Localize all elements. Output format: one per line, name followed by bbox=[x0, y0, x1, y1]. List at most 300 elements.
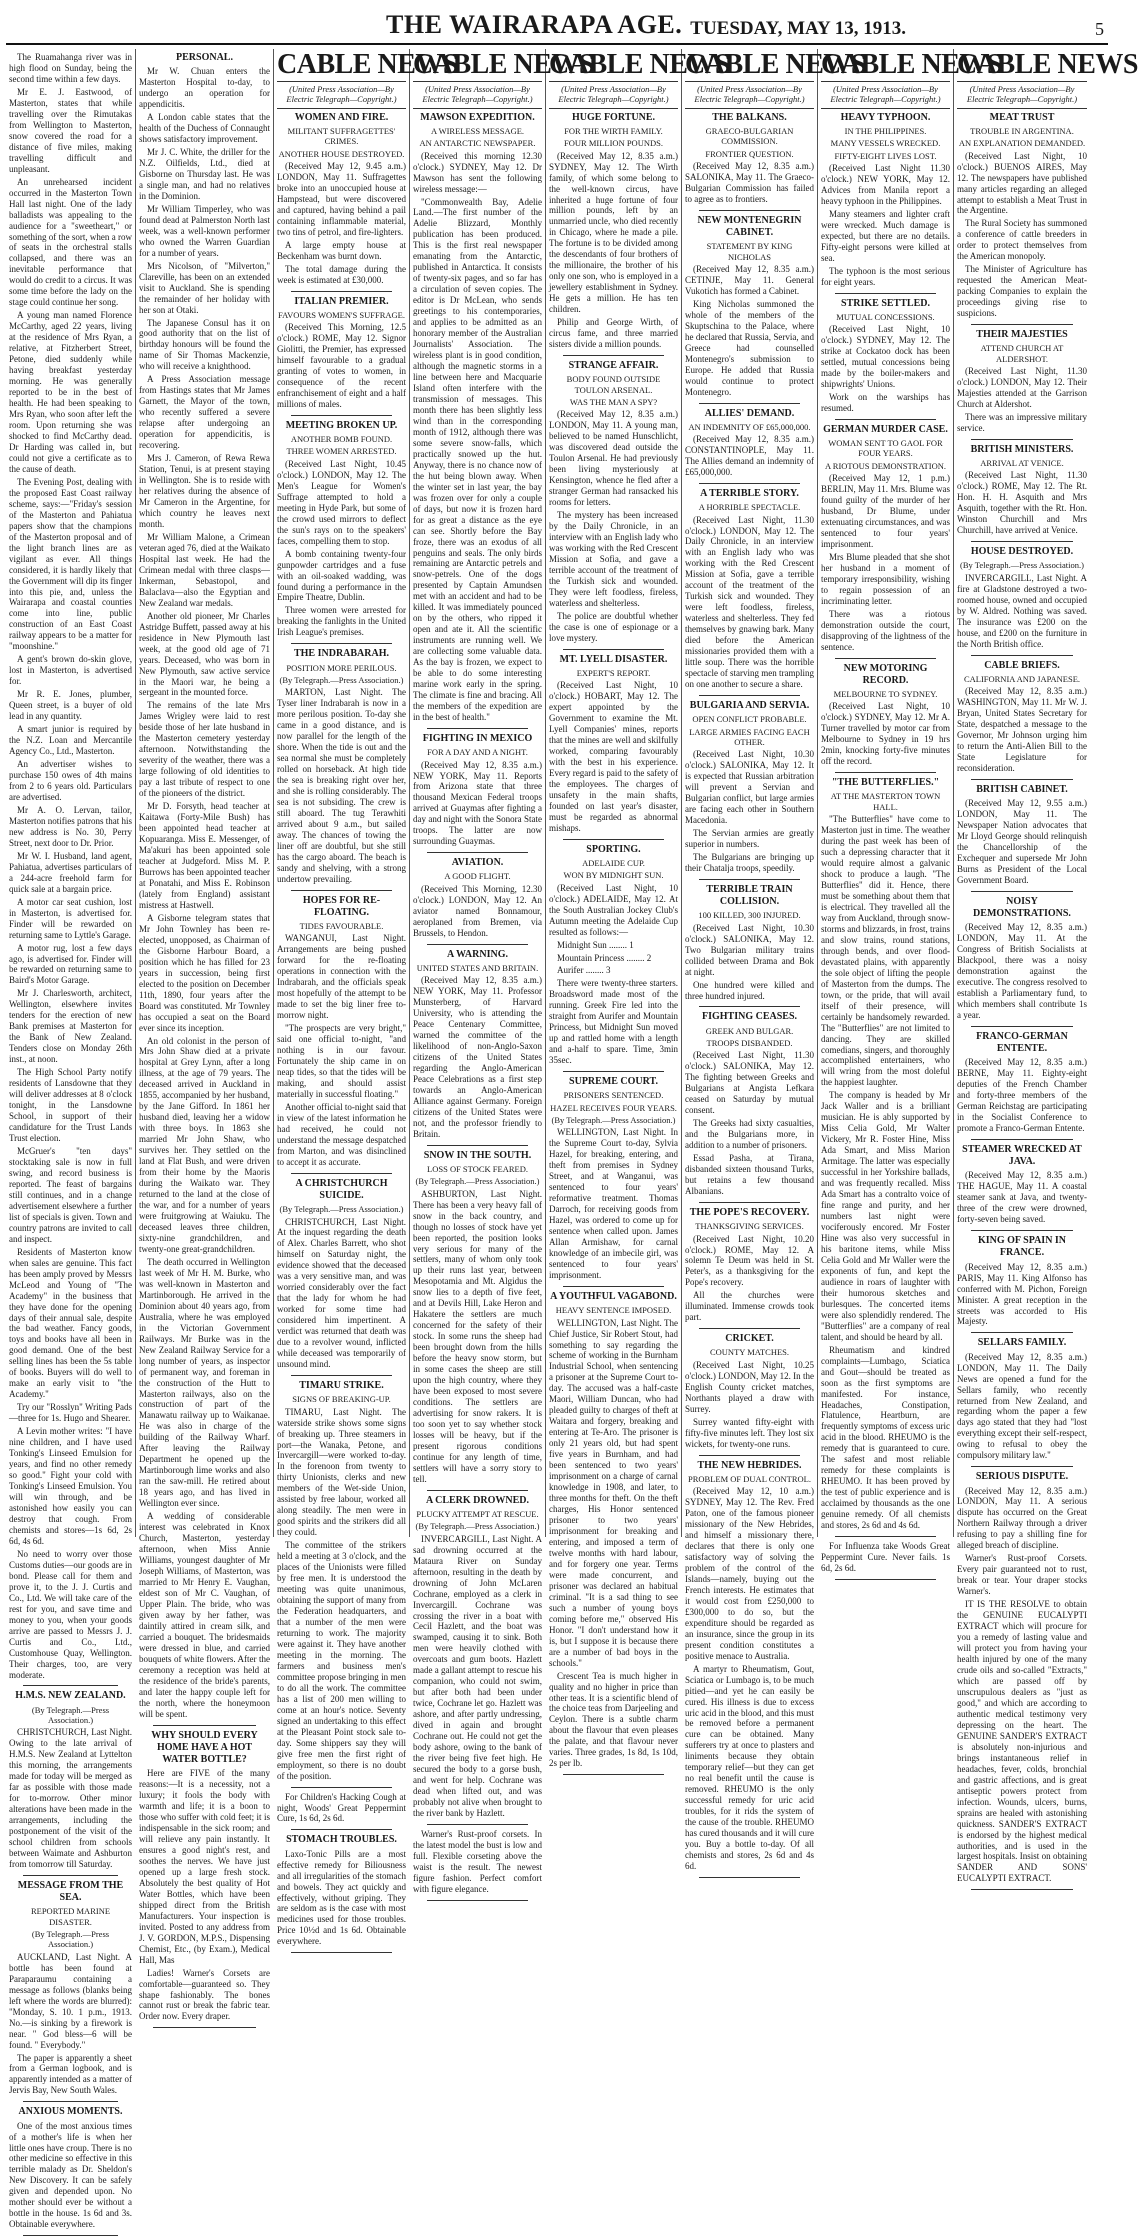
article-body bbox=[957, 1262, 1087, 1328]
article bbox=[139, 1730, 270, 2023]
article-paragraph: (Received May 12, 8.35 a.m.) LONDON, May 11. The Daily News are opened a fund for the Sellars family, who recently returned from New Zealand, and regarding whom the paper a few days ago stated that they had "lost everything except their self-respect, owing to refusal to obey the compulsory military law." bbox=[957, 1351, 1087, 1461]
column-rule bbox=[699, 210, 800, 211]
article bbox=[957, 546, 1087, 649]
article-paragraph: (Received Last Night, 10.20 o'clock.) ROME, May 12. A solemn Te Deum was held in St. Peter's, as a thanksgiving for the Pope's recovery. bbox=[685, 1233, 814, 1288]
article bbox=[685, 1333, 814, 1449]
article bbox=[957, 784, 1087, 886]
article-paragraph: IT IS THE RESOLVE to obtain the GENUINE EUCALYPTI EXTRACT which will procure for you a remedy of lasting value and will protect you from having your health injured by one of the many crude oils and so-called "Extracts," which are passed off by unscrupulous dealers as "just as good," and which are according to authentic medical testimony very depressing on the heart. The GENUINE SANDER'S EXTRACT is absolutely non-injurious and brings instantaneous relief in headaches, fever, colds, bronchial and gastric affections, and is great antiseptic powers protect from infection. Wounds, ulcers, burns, sprains are healed with astonishing quickness. SANDER'S EXTRACT is endorsed by the highest medical authorities, and is used in the largest hospitals. Insist on obtaining SANDER AND SONS' EUCALYPTI EXTRACT. bbox=[957, 1599, 1087, 1884]
column-rule bbox=[699, 403, 800, 404]
article-headline: HUGE FORTUNE. bbox=[572, 111, 655, 123]
article-paragraph: (Received Last Night, 10.30 o'clock.) SALONIKA, May 12. It is expected that Russian arbitration will prevent a Servian and Bulgarian conflict, but large armies are facing each other in Southern Macedonia. bbox=[685, 749, 814, 826]
article-subhead: A HORRIBLE SPECTACLE. bbox=[698, 502, 801, 513]
article-paragraph: INVERCARGILL, Last Night. A sad drowning occurred at the Mataura River on Sunday afternoon, resulting in the death by drowning of John McLaren Cochrane, employed as a clerk in Invercargill. Cochrane was crossing the river in a boat with Cecil Hazlett, and the boat was swamped, causing it to sink. Both men were heavily clothed with overcoats and gum boots. Hazlett made a gallant attempt to rescue his companion, who could not swim, but after both had been under twice, Cochrane let go. Hazlett was ashore, and after partly undressing, dived in again and brought Cochrane out. He could not get the body ashore, owing to the bank of the river being five feet high. He secured the body to a gorse bush, and went for help. Cochrane was dead when lifted out, and was probably not alive when brought to the river bank by Hazlett. bbox=[413, 1533, 542, 1818]
article-headline: SPORTING. bbox=[586, 843, 641, 855]
article-subhead: TROUBLE IN ARGENTINA. bbox=[970, 125, 1074, 136]
article-paragraph: Mr J. C. White, the driller for the N.Z. Oilfields, Ltd., died at Gisborne on Thursday last. He was a single man, and had no relatives in the Dominion. bbox=[139, 146, 270, 201]
article-body bbox=[957, 922, 1087, 1021]
article-body bbox=[549, 680, 678, 834]
article bbox=[413, 1829, 542, 1895]
article-subhead: (By Telegraph.—Press Association.) bbox=[31, 1704, 110, 1726]
article-subhead: A GOOD FLIGHT. bbox=[444, 871, 511, 882]
article bbox=[957, 112, 1087, 319]
article-paragraph: Mr W. I. Husband, land agent, Pahiatua, advertises particulars of a 244-acre freehold farm for quick sale at a bargain price. bbox=[9, 850, 132, 894]
article-subhead: ANOTHER HOUSE DESTROYED. bbox=[278, 148, 405, 159]
article-subhead: A WIRELESS MESSAGE. bbox=[430, 125, 525, 136]
article-headline: "THE BUTTERFLIES." bbox=[831, 777, 940, 789]
article-subhead: PRISONERS SENTENCED. bbox=[563, 1090, 664, 1101]
column bbox=[6, 49, 136, 2230]
column-rule bbox=[971, 1230, 1073, 1231]
article-subhead: MELBOURNE TO SYDNEY. bbox=[833, 689, 938, 700]
article-headline: BRITISH MINISTERS. bbox=[970, 443, 1074, 455]
article-headline: BULGARIA AND SERVIA. bbox=[689, 700, 810, 712]
cable-news-heading: CABLE NEWS bbox=[821, 49, 1002, 80]
article-paragraph: There were twenty-three starters. Broadsword made most of the running. Greek Fire led into the straight from Aurifer and Mountain Princess, but Midnight Sun moved up and rattled home with a length and a-half to spare. Time, 3min 35sec. bbox=[549, 978, 678, 1066]
column-rule bbox=[971, 541, 1073, 542]
article-paragraph: (Received May 12, 8.35 a.m.) CETINJE, May 11. General Vukotich has formed a Cabinet. bbox=[685, 263, 814, 296]
column-rule bbox=[291, 643, 392, 644]
article-paragraph: Mrs Blume pleaded that she shot her husband in a moment of temporary irresponsibility, wishing to regain possession of an incriminating letter. bbox=[821, 551, 950, 606]
article-subhead: (By Telegraph.—Press Association.) bbox=[415, 1521, 540, 1532]
article-subhead: A RIOTOUS DEMONSTRATION. bbox=[825, 460, 946, 471]
article-headline: SERIOUS DISPUTE. bbox=[975, 1471, 1069, 1483]
article bbox=[9, 1690, 132, 1870]
article bbox=[685, 408, 814, 478]
article-paragraph: The Minister of Agriculture has requested the American Meat-packing Companies to explain the proceedings giving rise to suspicions. bbox=[957, 264, 1087, 319]
article-headline: H.M.S. NEW ZEALAND. bbox=[15, 1690, 126, 1702]
article-body bbox=[685, 1360, 814, 1450]
cable-credit: (United Press Association—By Electric Telegraph—Copyright.) bbox=[413, 82, 542, 109]
article-paragraph: Residents of Masterton know when sales are genuine. This fact has been amply proved by Messrs McLeod and Young of "The Academy" in the business that they have done for the opening days of their annual sale, despite the bad weather. Fancy goods, toys and books have all been in good demand. One of the best selling lines has been the 5s table of books. Buyers will do well to make an early visit to "the Academy." bbox=[9, 1246, 132, 1400]
article-headline: MAWSON EXPEDITION. bbox=[420, 111, 535, 123]
column-rule bbox=[23, 1685, 118, 1686]
article-paragraph: (Received May 12, 8.35 a.m.) NEW YORK, May 11. Professor Munsterberg, of Harvard University, who is attending the Peace Centenary Committee, warned the committee of the likelihood of non-Anglo-Saxon citizens of the United States regarding the Anglo-American Peace Celebrations as a first step towards an Anglo-American Alliance against Germany. Foreign citizens of the United States were not, and the professor friendly to Britain. bbox=[413, 975, 542, 1139]
article-paragraph: Aurifer ........ 3 bbox=[557, 965, 611, 976]
column-rule bbox=[427, 1824, 528, 1825]
cable-credit: (United Press Association—By Electric Telegraph—Copyright.) bbox=[549, 82, 678, 109]
article-paragraph: Philip and George Wirth, of circus fame, and three married sisters divide a million pounds. bbox=[549, 317, 678, 350]
column-rule bbox=[699, 879, 800, 880]
article-headline: A CLERK DROWNED. bbox=[425, 1494, 530, 1506]
article-paragraph: INVERCARGILL, Last Night. A fire at Gladstone destroyed a two-roomed house, owned and occupied by W. Aldred. Nothing was saved. The insurance was £200 on the house, and £200 on the furniture in the North British office. bbox=[957, 572, 1087, 649]
article-subhead: FOR A DAY AND A NIGHT. bbox=[427, 747, 528, 758]
article-paragraph: (Received Last Night, 10 o'clock.) SYDNEY, May 12. Mr A. Turner travelled by motor car from Melbourne to Sydney in 19 hrs 2min, knocking forty-five minutes off the record. bbox=[821, 701, 950, 767]
article-paragraph: (Received Last Night, 10 o'clock.) HOBART, May 12. The expert appointed by the Government to examine the Mt. Lyell Companies' mines, reports that the mines are well and skilfully worked, comparing favourably with the best in his experience. Every regard is paid to the safety of the employees. The charges of unsafety in the main shafts, founded on last year's disaster, must be regarded as abnormal mishaps. bbox=[549, 680, 678, 833]
article bbox=[685, 1460, 814, 1872]
article bbox=[957, 896, 1087, 1021]
article bbox=[957, 660, 1087, 774]
article-paragraph: (Received Last Night, 11.30 o'clock.) ROME, May 12. The Rt. Hon. H. H. Asquith and Mrs Asquith, together with the Rt. Hon. Winston Churchill and Mrs Churchill, have arrived at Venice. bbox=[957, 470, 1087, 536]
article-headline: HEAVY TYPHOON. bbox=[840, 111, 931, 123]
article bbox=[413, 857, 542, 938]
article-paragraph: Warner's Rust-proof Corsets. Every pair guaranteed not to rust, break or tear. Your draper stocks Warner's. bbox=[957, 1553, 1087, 1597]
article-headline: SNOW IN THE SOUTH. bbox=[423, 1149, 532, 1161]
article-body bbox=[821, 701, 950, 767]
article-paragraph: (Received Last Night, 11.30 o'clock.) LONDON, May 12. Their Majesties attended at the Garrison Church at Aldershot. bbox=[957, 366, 1087, 409]
column-rule bbox=[563, 1286, 664, 1287]
article-subhead: ATTEND CHURCH AT ALDERSHOT. bbox=[980, 343, 1064, 364]
article-headline: THE POPE'S RECOVERY. bbox=[689, 1206, 810, 1218]
article-subhead: ANOTHER BOMB FOUND. bbox=[290, 434, 393, 445]
article-body bbox=[685, 1050, 814, 1197]
column bbox=[818, 49, 1002, 1574]
article bbox=[957, 1144, 1087, 1225]
article bbox=[413, 112, 542, 723]
article-paragraph: ASHBURTON, Last Night. There has been a very heavy fall of snow in the back country, and though no losses of stock have yet been reported, the position looks very serious for many of the settlers, many of whom only took up their runs last year, between Mesopotamia and Mt. Algidus the snow lies to a depth of five feet, and at Devils Hill, Lake Heron and Hakatere the settlers are much concerned for the safety of their stock. In some runs the sheep had been brought down from the hills before the heavy snow storm, but in some cases the sheep are still upon the high country, where they have been exposed to most severe conditions. The settlers are advertising for snow rakers. It is too soon yet to say whether stock losses will be heavy, but if the present rigorous conditions continue for any length of time, settlers will have a sorry story to tell. bbox=[413, 1188, 542, 1484]
article-headline: FIGHTING CEASES. bbox=[701, 1011, 798, 1023]
article-body bbox=[139, 1768, 270, 2022]
article-headline: NEW MOTORING RECORD. bbox=[843, 662, 928, 686]
article-paragraph: There was a riotous demonstration outside the court, disapproving of the lightness of the sentence. bbox=[821, 608, 950, 652]
article-body bbox=[139, 66, 270, 1719]
article-subhead: REPORTED MARINE DISASTER. bbox=[30, 1906, 111, 1927]
article bbox=[821, 298, 950, 414]
article-headline: BRITISH CABINET. bbox=[976, 783, 1068, 795]
article-headline: NEW MONTENEGRIN CABINET. bbox=[697, 214, 802, 239]
column-rule bbox=[427, 1490, 528, 1491]
article-body bbox=[821, 324, 950, 414]
article-paragraph: A large empty house at Beckenham was burnt down. bbox=[277, 239, 406, 261]
column-rule bbox=[835, 772, 936, 773]
article-paragraph: The committee of the strikers held a meeting at 3 o'clock, and the places of the Unionists were filled by free men. It is understood the meeting was quite unanimous, obtaining the support of many from the Federation headquarters, and that a number of the men were returning to work. The majority were against it. They have another meeting in the morning. The farmers and business men's committee propose bringing in men to do all the work. The committee has a list of 200 men willing to come at an hour's notice. Seventy signed an undertaking to this effect at the Pleasant Point stock sale to-day. Some shippers say they will give free men the first right of employment, so there is no doubt of the position. bbox=[277, 1540, 406, 1781]
article-headline: STEAMER WRECKED AT JAVA. bbox=[962, 1144, 1082, 1168]
article-paragraph: (Received Last Night 11.30 o'clock.) NEW YORK, May 12. Advices from Manila report a heavy typhoon in the Philippines. bbox=[821, 162, 950, 206]
article-body bbox=[957, 470, 1087, 536]
article-body bbox=[9, 1727, 132, 1870]
column-rule bbox=[699, 483, 800, 484]
article-paragraph: A Gisborne telegram states that Mr John Townley has been re-elected, unopposed, as Chairman of the Gisborne Harbour Board, a position which he has filled for 23 years in succession, being first elected to the position on December 11th, 1890, four years after the Board was constituted. Mr Townley has occupied a seat on the Board ever since its inception. bbox=[139, 912, 270, 1033]
article-paragraph: (Received Last Night, 11.30 o'clock.) LONDON, May 12. The Daily Chronicle, in an interview with an English lady who was working with the Red Crescent Mission at Sofia, gave a terrible account of the treatment of the Turkish sick and wounded. They were left foodless, fireless, waterless and shelterless. They fed themselves by gnawing bark. Many died before the American missionaries provided them with a little soup. There was the horrible spectacle of starving men trampling on one another to secure a share. bbox=[685, 514, 814, 690]
columns-container bbox=[6, 49, 1138, 2230]
article-paragraph: The death occurred in Wellington last week of Mr H. M. Burke, who was well-known in Masterton and Martinborough. He arrived in the Dominion about 40 years ago, from Australia, where he was employed in the Victorian Government Railways. Mr Burke was in the New Zealand Railway Service for a long number of years, as inspector of permanent way, and foreman in the construction of the Hutt to Masterton railways, also on the construction of part of the Manawatu railway up to Waikanae. He was also in charge of the building of the Railway Wharf. After leaving the Railway Department he opened up the Martinborough lime works and also ran the saw-mill. He retired about 18 years ago, and has lived in Wellington ever since. bbox=[139, 1256, 270, 1509]
article-subhead: GREEK AND BULGAR. bbox=[705, 1025, 794, 1036]
column-rule bbox=[835, 293, 936, 294]
article-subhead: (By Telegraph.—Press Association.) bbox=[960, 560, 1084, 571]
article-paragraph: TIMARU, Last Night. The waterside strike shows some signs of breaking up. Three steamers in port—the Wanaka, Petone, and Invercargill—were worked to-day. In the forenoon from twenty to thirty Unionists, clerks and new members of the Wet-side Union, assisted by free labour, worked all along steadily. The men were in good spirits and the strikers did all they could. bbox=[277, 1406, 406, 1538]
column bbox=[546, 49, 730, 1769]
article-body bbox=[277, 1849, 406, 1948]
column-rule bbox=[971, 439, 1073, 440]
article-paragraph: (Received this morning 12.30 o'clock.) SYDNEY, May 12. Dr Mawson has sent the following wireless message:— bbox=[413, 150, 542, 194]
column-rule bbox=[699, 695, 800, 696]
column-rule bbox=[427, 1900, 528, 1901]
article-paragraph: Mountain Princess ........ 2 bbox=[557, 952, 652, 963]
article-body bbox=[957, 1057, 1087, 1134]
article-paragraph: Mr D. Forsyth, head teacher at Kaitawa (Forty-Mile Bush) has been appointed head teacher at Kopuaranga. Miss E. Messenger, of Ma'akuri has been appointed sole teacher at Judgeford. Miss M. P. Burrows has been appointed teacher at Ponatahi, and Miss E. Robinson (lately from England) assistant mistress at Hastwell. bbox=[139, 801, 270, 910]
column-rule bbox=[153, 1725, 256, 1726]
column-rule bbox=[971, 1026, 1073, 1027]
article bbox=[821, 777, 950, 1531]
article-body bbox=[9, 1952, 132, 2097]
article-paragraph: The police are doubtful whether the case is one of espionage or a love mystery. bbox=[549, 610, 678, 643]
column bbox=[274, 49, 458, 1947]
article bbox=[549, 654, 678, 834]
article-subhead: WOMAN SENT TO GAOL FOR FOUR YEARS. bbox=[828, 438, 943, 459]
article-paragraph: An advertiser wishes to purchase 150 owes of 4th mains from 2 to 6 years old. Particulars are advertised. bbox=[9, 759, 132, 802]
article-body bbox=[413, 1189, 542, 1485]
article bbox=[685, 488, 814, 690]
article bbox=[277, 1178, 406, 1370]
column-rule bbox=[291, 1375, 392, 1376]
article bbox=[685, 1011, 814, 1197]
article-body bbox=[549, 1318, 678, 1770]
article-paragraph: A smart junior is required by the N.Z. Loan and Mercantile Agency Co., Ltd., Masterton. bbox=[9, 724, 132, 757]
article-subhead: GRAECO-BULGARIAN COMMISSION. bbox=[705, 125, 794, 147]
article-paragraph: Mr A. O. Lervan, tailor, Masterton notifies patrons that his new address is No. 30, Perry Street, next door to Dr. Prior. bbox=[9, 804, 132, 848]
article-paragraph: One of the most anxious times of a mother's life is when her little ones have croup. There is no other medicine so effective in this terrible malady as Dr. Sheldon's New Discovery. It can be safely given and depended upon. No mother should ever be without a bottle in the house. 1s 6d and 3s. Obtainable everywhere. bbox=[9, 2120, 132, 2230]
article-body bbox=[685, 1486, 814, 1872]
article bbox=[549, 1291, 678, 1769]
column-rule bbox=[291, 1173, 392, 1174]
article-paragraph: Mr E. J. Eastwood, of Masterton, states that while travelling over the Rimutakas from Wellington to Masterton, snow covered the road for a distance of five miles, making travelling difficult and unpleasant. bbox=[9, 86, 132, 174]
article-subhead: FOR THE WIRTH FAMILY. bbox=[564, 125, 663, 136]
column-rule bbox=[291, 1829, 392, 1830]
article bbox=[9, 1880, 132, 2096]
article-subhead: (By Telegraph.—Press Association.) bbox=[415, 1176, 540, 1187]
article-subhead: FAVOURS WOMEN'S SUFFRAGE. bbox=[278, 309, 405, 320]
article-subhead: LOSS OF STOCK FEARED. bbox=[427, 1163, 528, 1174]
article-paragraph: MARTON, Last Night. The Tyser liner Indrabarah is now in a more perilous position. To-day she came in a good distance, and is now parallel for the length of the shore. When the tide is out and the sea normal she must be completely rolled on horseback. At high tide the sea is breaking right over her, and she is rolling considerably. The sea is not subsiding. The crew is still aboard. The tug Terawhiti arrived about 9 a.m., but sailed away. The chances of towing the liner off are doubtful, but she still has the cargo aboard. The beach is sandy and shelving, with a strong undertow prevailing. bbox=[277, 687, 406, 884]
article-paragraph: Essad Pasha, at Tirana, disbanded sixteen thousand Turks, but retains a few thousand Albanians. bbox=[685, 1153, 814, 1197]
article-headline: MESSAGE FROM THE SEA. bbox=[17, 1879, 124, 1904]
column-rule bbox=[971, 1332, 1073, 1333]
article-body bbox=[821, 814, 950, 1531]
article-body bbox=[277, 1407, 406, 1782]
article bbox=[413, 733, 542, 847]
cable-news-heading: CABLE NEWS bbox=[685, 49, 866, 80]
article-headline: TERRIBLE TRAIN COLLISION. bbox=[706, 883, 793, 908]
article-body bbox=[277, 1217, 406, 1371]
column-rule bbox=[563, 649, 664, 650]
article-headline: CABLE BRIEFS. bbox=[984, 659, 1060, 671]
article-paragraph: A martyr to Rheumatism, Gout, Sciatica or Lumbago is, to be much pitied—and yet he can easily be cured. His illness is due to excess uric acid in the blood, and this must be removed before a permanent cure can be obtained. Many sufferers try at once to plasters and liniments because they obtain temporary relief—but they can get no real benefit until the cause is removed. RHEUMO is the only successful remedy for uric acid troubles, for it rids the system of the cause of the trouble. RHEUMO has cured thousands and it will cure you. Buy a bottle to-day. Of all chemists and stores, 2s 6d and 4s 6d. bbox=[685, 1663, 814, 1872]
cable-credit: (United Press Association—By Electric Telegraph—Copyright.) bbox=[821, 82, 950, 109]
article-headline: MEAT TRUST bbox=[989, 111, 1055, 123]
masthead bbox=[6, 0, 1108, 45]
article-paragraph: (Received May 12, 8.35 a.m.) THE HAGUE, May 11. A coastal steamer sank at Java, and twenty-three of the crew were drowned, forty-seven being saved. bbox=[957, 1170, 1087, 1225]
article-subhead: EXPERT'S REPORT. bbox=[576, 667, 651, 678]
article bbox=[821, 424, 950, 653]
article-subhead: OPEN CONFLICT PROBABLE. bbox=[692, 714, 807, 725]
article bbox=[549, 112, 678, 350]
article-paragraph: WELLINGTON, Last Night. In the Supreme Court to-day, Sylvia Hazel, for breaking, entering, and theft from premises in Sydney Street, and at Wanganui, was sentenced to four years' reformative treatment. Thomas Darroch, for receiving goods from Hazel, was ordered to come up for sentence when called upon. James Allan Armishaw, for carnal knowledge of an imbecile girl, was sentenced to four years' imprisonment. bbox=[549, 1127, 678, 1281]
article-body bbox=[685, 515, 814, 691]
article-paragraph: A wedding of considerable interest was celebrated in Knox Church, Masterton, yesterday afternoon, when Miss Annie Williams, youngest daughter of Mr Joseph Williams, of Masterton, was married to Mr Henry E. Vaughan, eldest son of Mr C. Vaughan, of Upper Plain. The bride, who was given away by her father, was daintily attired in cream silk, and carried a bouquet. The bridesmaids were dressed in blue, and carried bouquets of white flowers. After the ceremony a reception was held at the residence of the bride's parents, and later the happy couple left for the north, where the honeymoon will be spent. bbox=[139, 1511, 270, 1719]
article-paragraph: Mr William Timperley, who was found dead at Palmerston North last week, was a well-known performer who owned the Warren Guardian for a number of years. bbox=[139, 203, 270, 258]
article-paragraph: The Ruamahanga river was in high flood on Sunday, being the second time within a few days. bbox=[9, 52, 132, 84]
page-number: 5 bbox=[1095, 19, 1104, 39]
article-paragraph: Rheumatism and kindred complaints—Lumbago, Sciatica and Gout—should be treated as soon as the first symptoms are manifested. For instance, Headaches, Constipation, Flatulence, Heartburn, are frequently symptoms of excess uric acid in the blood. RHEUMO is the remedy that is guaranteed to cure. The safest and most reliable remedy for these complaints is RHEUMO. It has been proved by the test of public experience and is acclaimed by thousands as the one genuine remedy. Of all chemists and stores, 2s 6d and 4s 6d. bbox=[821, 1344, 950, 1531]
issue-date: TUESDAY, MAY 13, 1913. bbox=[690, 18, 907, 39]
column-rule bbox=[291, 890, 392, 891]
article-paragraph: The paper is apparently a sheet from a German logbook, and is apparently intended as a matter of Jervis Bay, New South Wales. bbox=[9, 2052, 132, 2096]
article-subhead: MILITANT SUFFRAGETTES' CRIMES. bbox=[287, 125, 396, 147]
article-subhead: STATEMENT BY KING NICHOLAS bbox=[706, 241, 793, 262]
article-paragraph: Midnight Sun ........ 1 bbox=[557, 939, 634, 950]
article bbox=[549, 844, 678, 1066]
article-paragraph: Mr J. Charlesworth, architect, Wellington, elsewhere invites tenders for the erection of new Bank premises at Masterton for the Bank of New Zealand. Tenders close on Monday 26th inst., at noon. bbox=[9, 988, 132, 1065]
article-paragraph: Here are FIVE of the many reasons:—It is a necessity, not a luxury; it fools the body with warmth and life; it is a boon to those who suffer with cold feet; it is indispensable in the sick room; and will relieve any pain instantly. It ensures a good night's rest, and soothes the nerves. We have just opened up a large fresh stock. Absolutely the best quality of Hot Water Bottles, which have been shipped direct from the British Manufacturers. Your inspection is invited. Posted to any address from J. V. GORDON, M.P.S., Dispensing Chemist, Etc., (by Exam.), Medical Hall, Mas bbox=[139, 1768, 270, 1965]
column-rule bbox=[291, 1787, 392, 1788]
article-paragraph: Try our "Rosslyn" Writing Pads—three for 1s. Hugo and Shearer. bbox=[9, 1402, 132, 1424]
article-headline: FRANCO-GERMAN ENTENTE. bbox=[976, 1030, 1068, 1055]
article-subhead: IN THE PHILIPPINES. bbox=[844, 125, 927, 136]
column-rule bbox=[291, 291, 392, 292]
article bbox=[957, 1337, 1087, 1461]
article-paragraph: AUCKLAND, Last Night. A bottle has been found at Paraparaumu containing a message as follows (blanks being left where the words are blurred): "Monday, S. 10. 1 p.m., 1913. No.—is sinking by a firework is near. " God bless—6 will be found. " Everybody." bbox=[9, 1951, 132, 2050]
column-rule bbox=[835, 1536, 936, 1537]
article-paragraph: The Rural Society has summoned a conference of cattle breeders in order to protect themselves from the American monopoly. bbox=[957, 218, 1087, 262]
article-subhead: 100 KILLED, 300 INJURED. bbox=[698, 910, 801, 921]
article-paragraph: McGruer's "ten days" stocktaking sale is now in full swing, and record business is reported. The feast of bargains still continues, and in a change advertisement elsewhere a further list of specials is given. Town and country patrons are invited to call and inspect. bbox=[9, 1145, 132, 1244]
article-paragraph: Mr R. E. Jones, plumber, Queen street, is a buyer of old lead in any quantity. bbox=[9, 689, 132, 722]
article-body bbox=[685, 264, 814, 398]
article-paragraph: A Press Association message from Hastings states that Mr James Garnett, the Mayor of the town, who recently suffered a severe relapse after undergoing an operation for appendicitis, is recovering. bbox=[139, 374, 270, 451]
article-headline: TIMARU STRIKE. bbox=[299, 1380, 384, 1392]
article-body bbox=[549, 1127, 678, 1281]
cable-news-heading: CABLE NEWS bbox=[549, 49, 730, 80]
article-headline: PERSONAL. bbox=[176, 52, 233, 63]
article bbox=[139, 52, 270, 1720]
article-paragraph: "Commonwealth Bay, Adelie Land.—The first number of the Adelie Blizzard, Monthly publication has been produced. This is the first real newspaper emanating from the Antarctic, published in Antarctica. It consists of twenty-six pages, and so far has a circulation of seven copies. The editor is Dr McLean, who sends greetings to his contemporaries, and applies to be admitted as an honorary member of the Australian Journalists' Association. The wireless plant is in good condition, although the magnetic storms in a line between here and Macquarie Island often interfere with the transmission of messages. This month there has been slightly less wind than in the corresponding month of 1912, although there was some severe snow-falls, which practically snowed up the hut. Anyway, there is no chance now of the hut being blown away. When the winter set in last year, the bay was frozen over for only a couple of days, but now it is frozen hard for as great a distance as the eye can see. Shortly before the Bay froze, there was an exodus of all penguins and seals. The only birds remaining are Antarctic petrels and snow-petrels. One of the dogs presented by Captain Amundsen met with an accident and had to be killed. It was immediately pounced on by the others, who ripped it open and ate it. All the scientific instruments are running well. We are collecting some valuable data. As the bay is frozen, we expect to be able to do some interesting marine work early in the spring. The climate is fine and bracing. All the members of the expedition are in the best of health." bbox=[413, 196, 542, 723]
article bbox=[685, 112, 814, 205]
article-body bbox=[957, 1486, 1087, 1885]
article-headline: SELLARS FAMILY. bbox=[977, 1337, 1067, 1349]
newspaper-title: THE WAIRARAPA AGE. bbox=[386, 10, 683, 39]
article-paragraph: CHRISTCHURCH, Last Night. Owing to the late arrival of H.M.S. New Zealand at Lyttelton this morning, the arrangements made for today will be merged as far as possible with those made for to-morrow. Other minor alterations have been made in the arrangements, including the postponement of the visit of the school children from schools between Waimate and Ashburton from tomorrow till Saturday. bbox=[9, 1727, 132, 1869]
cable-credit: (United Press Association—By Electric Telegraph—Copyright.) bbox=[957, 82, 1087, 109]
article-body bbox=[685, 749, 814, 874]
article bbox=[685, 700, 814, 874]
article-body bbox=[821, 473, 950, 653]
article-headline: ALLIES' DEMAND. bbox=[704, 407, 795, 419]
column-rule bbox=[971, 1466, 1073, 1467]
article-paragraph: "The Butterflies" have come to Masterton just in time. The weather during the past week has been of such a depressing character that it would require almost a galvanic shock to produce a laugh. "The Butterflies" did it. Hence, there must be something about them that is electrical. They travelled all the way from Auckland, through snow-storms and blizzards, in frost, trains and slow trains, round stations, through bends, and over flood-devastated plains, with apparently the sole object of lifting the people of Masterton from the dumps. The town, or the pride, that will avail itself of their presence, will certainly be handsomely rewarded. The "Butterflies" are not limited to dancing. They are skilled comedians, singers, and thoroughly accomplished entertainers, who will wring from the most doleful the happiest laughter. bbox=[821, 814, 950, 1088]
article-subhead: TROOPS DISBANDED. bbox=[706, 1038, 793, 1049]
cable-credit: (United Press Association—By Electric Telegraph—Copyright.) bbox=[277, 82, 406, 109]
article-paragraph: WELLINGTON, Last Night. The Chief Justice, Sir Robert Stout, had something to say regarding the scheme of working in the Burnham Industrial School, when sentencing a prisoner at the Supreme Court to-day. The accused was a half-caste Maori, William Duncan, who had pleaded guilty to charges of theft at Waitara and forgery, breaking and entering at Te-Aro. The prisoner is only 21 years old, but had spent five years in Burnham, and had been sentenced to two years' imprisonment on a charge of carnal knowledge in 1908, and later, to three months for theft. On the theft charges, His Honor sentenced prisoner to two years' imprisonment for breaking and entering, and imposed a term of twelve months with hard labour, and for forgery one year. Terms were made concurrent, and prisoner was declared an habitual criminal. "It is a sad thing to see such a number of young boys coming before me," observed His Honor. "I don't understand how it is, but I suppose it is because there are a number of bad boys in the schools." bbox=[549, 1317, 678, 1668]
article-paragraph: (Received May 12, 8.35 a.m.) CONSTANTINOPLE, May 11. The Allies demand an indemnity of £65,000,000. bbox=[685, 434, 814, 478]
article-paragraph: A young man named Florence McCarthy, aged 22 years, living at the residence of Mrs Ryan, a relative, at Fitzherbert Street, Petone, died suddenly while having breakfast yesterday morning. He was generally reported to be in the best of health. He had been speaking to Mrs Ryan, who soon after left the room. Upon returning she was shocked to find McCarthy dead. Dr Harding was called in, but could not give a certificate as to the cause of death. bbox=[9, 310, 132, 474]
article-headline: HOUSE DESTROYED. bbox=[970, 546, 1074, 558]
article-body bbox=[413, 884, 542, 939]
article-paragraph: An unrehearsed incident occurred in the Masterton Town Hall last night. One of the lady balladists was appealing to the audience for a "sweetheart," or something of the sort, when a row of seats in the orchestral stalls collapsed, and there was an inevitable performance that would do credit to a circus. It was some time before the lady on the stage could continue her song. bbox=[9, 176, 132, 308]
article-headline: HOPES FOR RE-FLOATING. bbox=[302, 894, 381, 918]
column-rule bbox=[971, 891, 1073, 892]
article-paragraph: The Servian armies are greatly superior in numbers. bbox=[685, 828, 814, 850]
article bbox=[277, 1792, 406, 1825]
column-rule bbox=[971, 324, 1073, 325]
article-body bbox=[413, 151, 542, 723]
article-headline: GERMAN MURDER CASE. bbox=[823, 423, 948, 435]
article-headline: SUPREME COURT. bbox=[569, 1076, 658, 1088]
article-paragraph: A motor rug, lost a few days ago, is advertised for. Finder will be rewarded on returning same to Baird's Motor Garage. bbox=[9, 942, 132, 986]
article bbox=[549, 360, 678, 644]
article-paragraph: The Japanese Consul has it on good authority that on the list of birthday honours will be found the name of Sir Thomas Mackenzie, who will receive a knighthood. bbox=[139, 317, 270, 372]
article-paragraph: The company is headed by Mr Jack Waller and is a brilliant musician. He is ably supported by Miss Celia Gold, Mr Walter Vickery, Mr R. Foster Hine, Miss Ada Smart, and Miss Marion Armitage. The latter was especially successful in her Yorkshire ballads, and was frequently recalled. Miss Ada Smart has a contralto voice of fine range and purity, and her numbers last night were vociferously encored. Mr Foster Hine was also very successful in his baritone items, while Miss Celia Gold and Mr Waller were the exponents of fun, and kept the audience in roars of laughter with their humorous sketches and burlesques. The concerted items were also splendidly rendered. The "Butterflies" are a company of real talent, and should be heard by all. bbox=[821, 1090, 950, 1342]
article bbox=[277, 648, 406, 884]
article-headline: WOMEN AND FIRE. bbox=[294, 111, 389, 123]
article-paragraph: (Received This Morning, 12.30 o'clock.) LONDON, May 12. An aviator named Bonnamour, aeroplaned from Bremen, via Brussels, to Hendon. bbox=[413, 883, 542, 938]
article-body bbox=[821, 163, 950, 288]
article-headline: FIGHTING IN MEXICO bbox=[422, 733, 533, 744]
article-paragraph: Surrey wanted fifty-eight with fifty-five minutes left. They lost six wickets, for twenty-one runs. bbox=[685, 1416, 814, 1449]
article-paragraph: Work on the warships has resumed. bbox=[821, 392, 950, 413]
article-paragraph: A gent's brown do-skin glove, lost in Masterton, is advertised for. bbox=[9, 654, 132, 687]
article-subhead: AN ANTARCTIC NEWSPAPER. bbox=[419, 138, 536, 149]
column-rule bbox=[23, 2101, 118, 2102]
article-body bbox=[685, 1234, 814, 1324]
article bbox=[413, 1150, 542, 1485]
article-headline: NOISY DEMONSTRATIONS. bbox=[973, 895, 1071, 919]
article-body bbox=[277, 687, 406, 884]
article-body bbox=[413, 1534, 542, 1819]
article-subhead: FRONTIER QUESTION. bbox=[705, 148, 794, 159]
article-body bbox=[549, 883, 678, 1067]
article-paragraph: (Received May 12, 8.35 a.m.) PARIS, May 11. King Alfonso has conferred with M. Pichon, Foreign Minister. A great reception in the streets was accorded to His Majesty. bbox=[957, 1261, 1087, 1327]
article-paragraph: (Received Last Night, 10 o'clock.) ADELAIDE, May 12. At the South Australian Jockey Club's Autumn meeting the Adelaide Cup resulted as follows:— bbox=[549, 882, 678, 937]
article-paragraph: (Received Last Night, 10 o'clock.) SYDNEY, May 12. The strike at Cockatoo dock has been settled, mutual concessions being made by the boiler-makers and shipwrights' Unions. bbox=[821, 324, 950, 390]
column-rule bbox=[699, 1455, 800, 1456]
column bbox=[682, 49, 866, 1872]
article-subhead: HEAVY SENTENCE IMPOSED. bbox=[555, 1305, 672, 1316]
article-subhead: THREE WOMEN ARRESTED. bbox=[286, 446, 397, 457]
article-body bbox=[413, 1829, 542, 1895]
article-paragraph: Many steamers and lighter craft were wrecked. Much damage is expected, but there are no details. Fifty-eight persons were killed at sea. bbox=[821, 208, 950, 263]
article-paragraph: Mr W. Chuan enters the Masterton Hospital to-day, to undergo an operation for appendicitis. bbox=[139, 66, 270, 110]
article-headline: THEIR MAJESTIES bbox=[976, 329, 1068, 341]
article-subhead: ADELAIDE CUP. bbox=[582, 857, 645, 868]
article-paragraph: Ladies! Warner's Corsets are comfortable—guaranteed so. They shape fashionably. The bones cannot rust or break the fabric tear. Order now. Every draper. bbox=[139, 1967, 270, 2022]
article-body bbox=[957, 798, 1087, 886]
article bbox=[957, 444, 1087, 536]
article-headline: AVIATION. bbox=[451, 857, 504, 869]
article-headline: STOMACH TROUBLES. bbox=[286, 1834, 397, 1846]
article-headline: A WARNING. bbox=[447, 948, 508, 960]
column-rule bbox=[699, 1006, 800, 1007]
article-paragraph: All the churches were illuminated. Immense crowds took part. bbox=[685, 1290, 814, 1323]
article-paragraph: (Received May 12, 8.35 a.m.) WASHINGTON, May 11. Mr W. J. Bryan, United States Secretary for State, despatched a message to the Governor, Mr Johnson urging him to return the Anti-Alien Bill to the State Legislature for reconsideration. bbox=[957, 686, 1087, 773]
article-body bbox=[277, 322, 406, 410]
article-body bbox=[549, 151, 678, 350]
cable-credit: (United Press Association—By Electric Telegraph—Copyright.) bbox=[685, 82, 814, 109]
column-rule bbox=[153, 2027, 256, 2028]
article-body bbox=[957, 573, 1087, 650]
article bbox=[277, 112, 406, 286]
article-paragraph: No need to worry over those Customs duties—our goods are in bond. Please call for them and prove it, to the J. J. Curtis and Co., Ltd. We will take care of the rest for you, and save time and money to you, when your goods arrive are passed to Messrs J. J. Curtis and Co., Ltd., Customhouse Quay, Wellington. Their charges, too, are very moderate. bbox=[9, 1548, 132, 1680]
column-rule bbox=[427, 852, 528, 853]
article-body bbox=[685, 434, 814, 478]
article-headline: WHY SHOULD EVERY HOME HAVE A HOT WATER BOTTLE? bbox=[151, 1729, 258, 1765]
article-subhead: AT THE MASTERTON TOWN HALL. bbox=[830, 791, 941, 812]
article bbox=[685, 884, 814, 1002]
article-paragraph: (Received May 12, 8.35 a.m.) LONDON, May 11. A serious dispute has occurred on the Great Northern Railway through a driver refusing to pay a shilling fine for alleged breach of discipline. bbox=[957, 1485, 1087, 1551]
column-rule bbox=[563, 1071, 664, 1072]
article-paragraph: The Evening Post, dealing with the proposed East Coast railway scheme, says:—"Friday's session of the Masterton and Pahiatua papers show that the champions of the Masterton proposal and of the light branch lines are as vigilant as ever. All things considered, it is hardly likely that the Government will dip its finger into this pie, and, unless the Wairarapa and coastal counties come into line, public construction of an East Coast railway appears to be a matter for "moonshine." bbox=[9, 476, 132, 652]
article bbox=[277, 296, 406, 410]
column-rule bbox=[971, 655, 1073, 656]
article-paragraph: Mrs Nicolson, of "Milverton," Clareville, has been on an extended visit to Auckland. She is spending the remainder of her holiday with her son at Otaki. bbox=[139, 260, 270, 315]
article-headline: THE INDRABARAH. bbox=[293, 648, 389, 660]
article-subhead: HAZEL RECEIVES FOUR YEARS. bbox=[550, 1102, 677, 1113]
article-subhead: WON BY MIDNIGHT SUN. bbox=[563, 870, 664, 881]
article-paragraph: Another old pioneer, Mr Charles Astridge Buffett, passed away at his residence in New Plymouth last week, at the good old age of 71 years. Deceased, who was born in New Plymouth, saw active service in the Maori war, he being a sergeant in the mounted force. bbox=[139, 610, 270, 698]
article-paragraph: Another official to-night said that in view of the latest information he had received, he could not understand the message despatched from Marton, and was disinclined to accept it as accurate. bbox=[277, 1101, 406, 1167]
article-subhead: LARGE ARMIES FACING EACH OTHER. bbox=[689, 726, 810, 747]
article-subhead: THANKSGIVING SERVICES. bbox=[695, 1221, 804, 1232]
article-body bbox=[9, 52, 132, 1680]
article-subhead: FIFTY-EIGHT LIVES LOST. bbox=[834, 150, 937, 161]
